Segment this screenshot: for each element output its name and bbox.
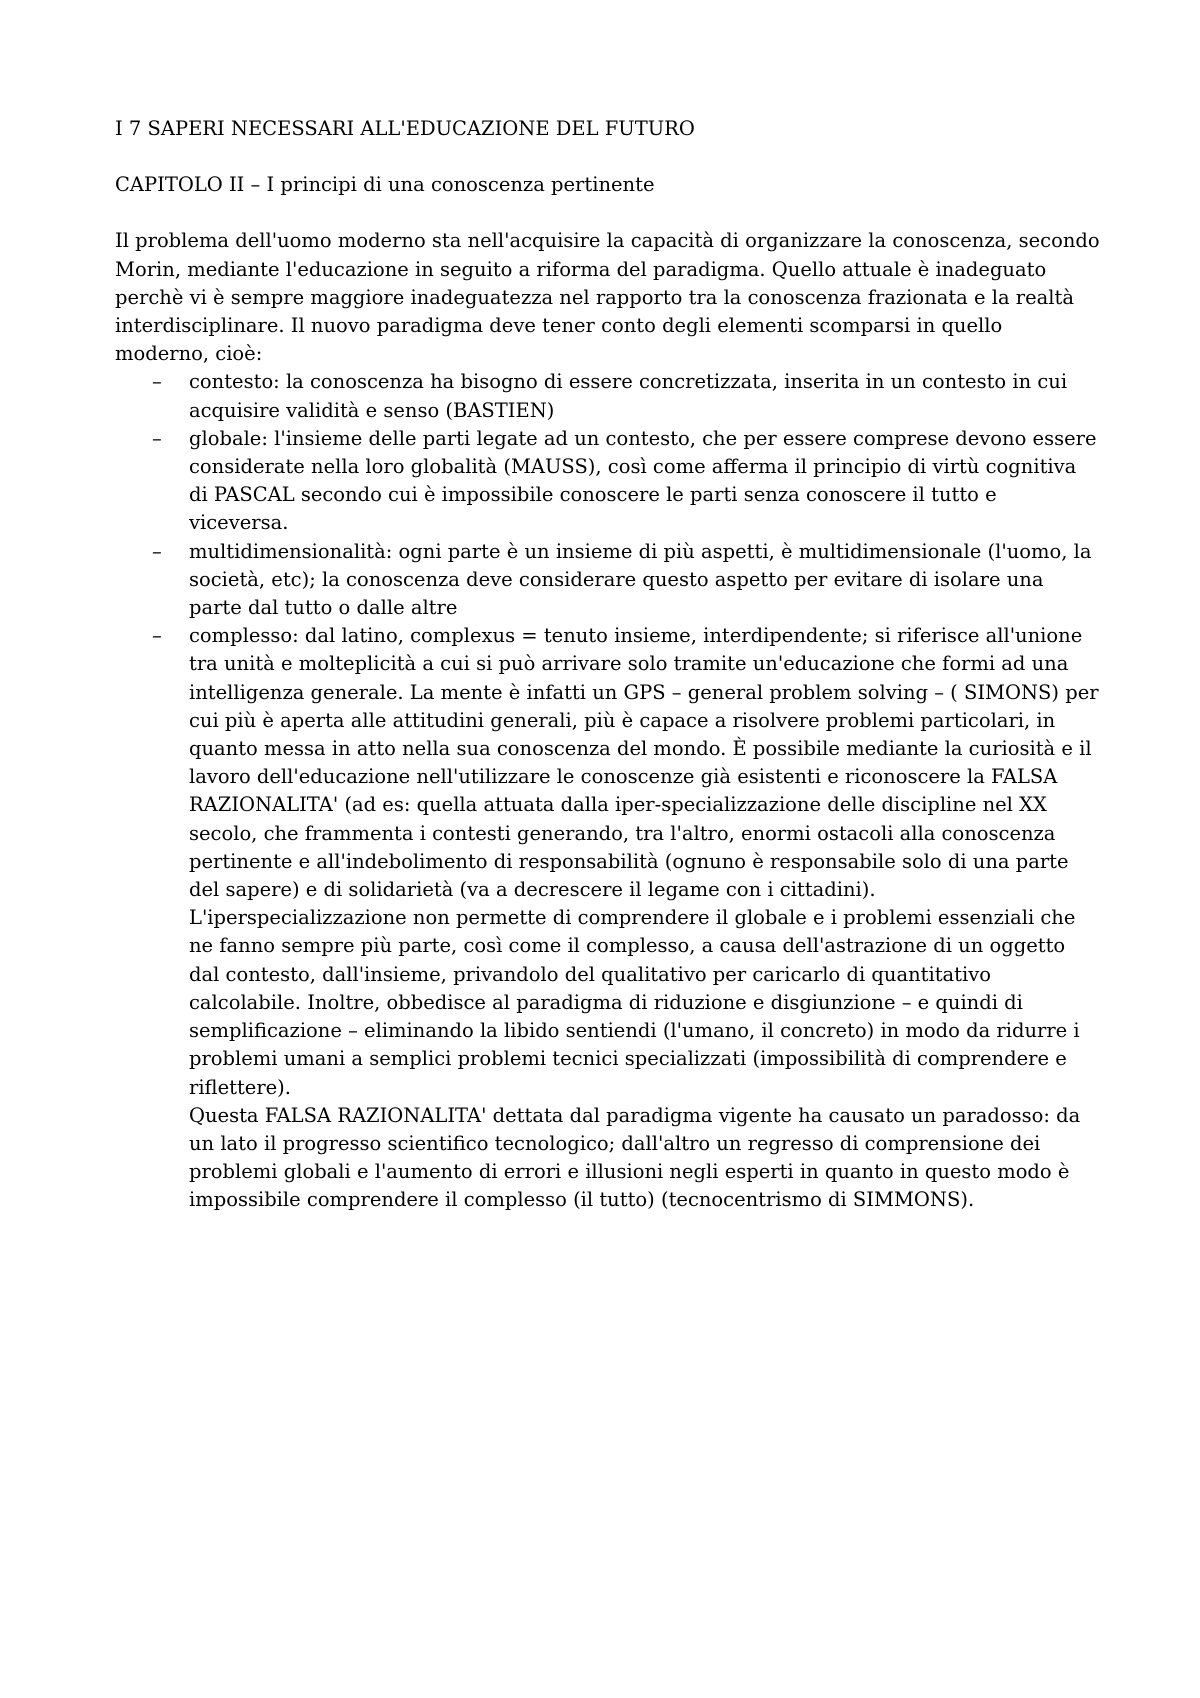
list-item-text: contesto: la conoscenza ha bisogno di essere concretizzata, inserita in un contesto in cui acquisire validità e senso (BASTIEN): [189, 370, 1068, 422]
dash-bullet: –: [152, 370, 162, 394]
concept-list: [115, 368, 1100, 1214]
dash-bullet: –: [152, 539, 162, 563]
dash-bullet: –: [152, 624, 162, 648]
document-title: I 7 SAPERI NECESSARI ALL'EDUCAZIONE DEL FUTURO: [115, 117, 695, 140]
list-item-multidimensionalita: [115, 538, 1100, 623]
list-item-text: multidimensionalità: ogni parte è un insieme di più aspetti, è multidimensionale (l'uomo, la società, etc); la conoscenza deve considerare questo aspetto per evitare di isolare una parte dal tutto o dalle altre: [189, 539, 1092, 620]
document-body: [115, 115, 1100, 1215]
list-item-complesso: [115, 622, 1100, 1214]
chapter-title: CAPITOLO II – I principi di una conoscenza pertinente: [115, 173, 655, 197]
list-item-globale: [115, 425, 1100, 538]
list-item-contesto: [115, 368, 1100, 424]
list-item-text: globale: l'insieme delle parti legate ad un contesto, che per essere comprese devono essere considerate nella loro globalità (MAUSS), così come afferma il principio di virtù cognitiva di PASCAL secondo cui è impossibile conoscere le parti senza conoscere il tutto e viceversa.: [189, 426, 1097, 535]
dash-bullet: –: [152, 426, 162, 450]
subparagraph-iperspecializzazione: L'iperspecializzazione non permette di comprendere il globale e i problemi essenziali che ne fanno sempre più parte, così come il complesso, a causa dell'astrazione di un oggetto dal contesto, dall'insieme, privandolo del qualitativo per caricarlo di quantitativo calcolabile. Inoltre, obbedisce al paradigma di riduzione e disgiunzione – e quindi di semplificazione – eliminando la libido sentiendi (l'umano, il concreto) in modo da ridurre i problemi umani a semplici problemi tecnici specializzati (impossibilità di comprendere e riflettere).: [189, 906, 1080, 1099]
subparagraph-falsa-razionalita: Questa FALSA RAZIONALITA' dettata dal paradigma vigente ha causato un paradosso: da un lato il progresso scientifico tecnologico; dall'altro un regresso di comprensione dei problemi globali e l'aumento di errori e illusioni negli esperti in quanto in questo modo è impossibile comprendere il complesso (il tutto) (tecnocentrismo di SIMMONS).: [189, 1103, 1081, 1212]
list-item-text: complesso: dal latino, complexus = tenuto insieme, interdipendente; si riferisce all'unione tra unità e molteplicità a cui si può arrivare solo tramite un'educazione che formi ad una intelligenza generale. La mente è infatti un GPS – general problem solving – ( SIMONS) per cui più è aperta alle attitudini generali, più è capace a risolvere problemi particolari, in quanto messa in atto nella sua conoscenza del mondo. È possibile mediante la curiosità e il lavoro dell'educazione nell'utilizzare le conoscenze già esistenti e riconoscere la FALSA RAZIONALITA' (ad es: quella attuata dalla iper-specializzazione delle discipline nel XX secolo, che frammenta i contesti generando, tra l'altro, enormi ostacoli alla conoscenza pertinente e all'indebolimento di responsabilità (ognuno è responsabile solo di una parte del sapere) e di solidarietà (va a decrescere il legame con i cittadini).: [189, 624, 1099, 902]
intro-paragraph: Il problema dell'uomo moderno sta nell'acquisire la capacità di organizzare la conoscenza, secondo Morin, mediante l'educazione in seguito a riforma del paradigma. Quello attuale è inadeguato perchè vi è sempre maggiore inadeguatezza nel rapporto tra la conoscenza frazionata e la realtà interdisciplinare. Il nuovo paradigma deve tener conto degli elementi scomparsi in quello moderno, cioè:: [115, 229, 1100, 366]
